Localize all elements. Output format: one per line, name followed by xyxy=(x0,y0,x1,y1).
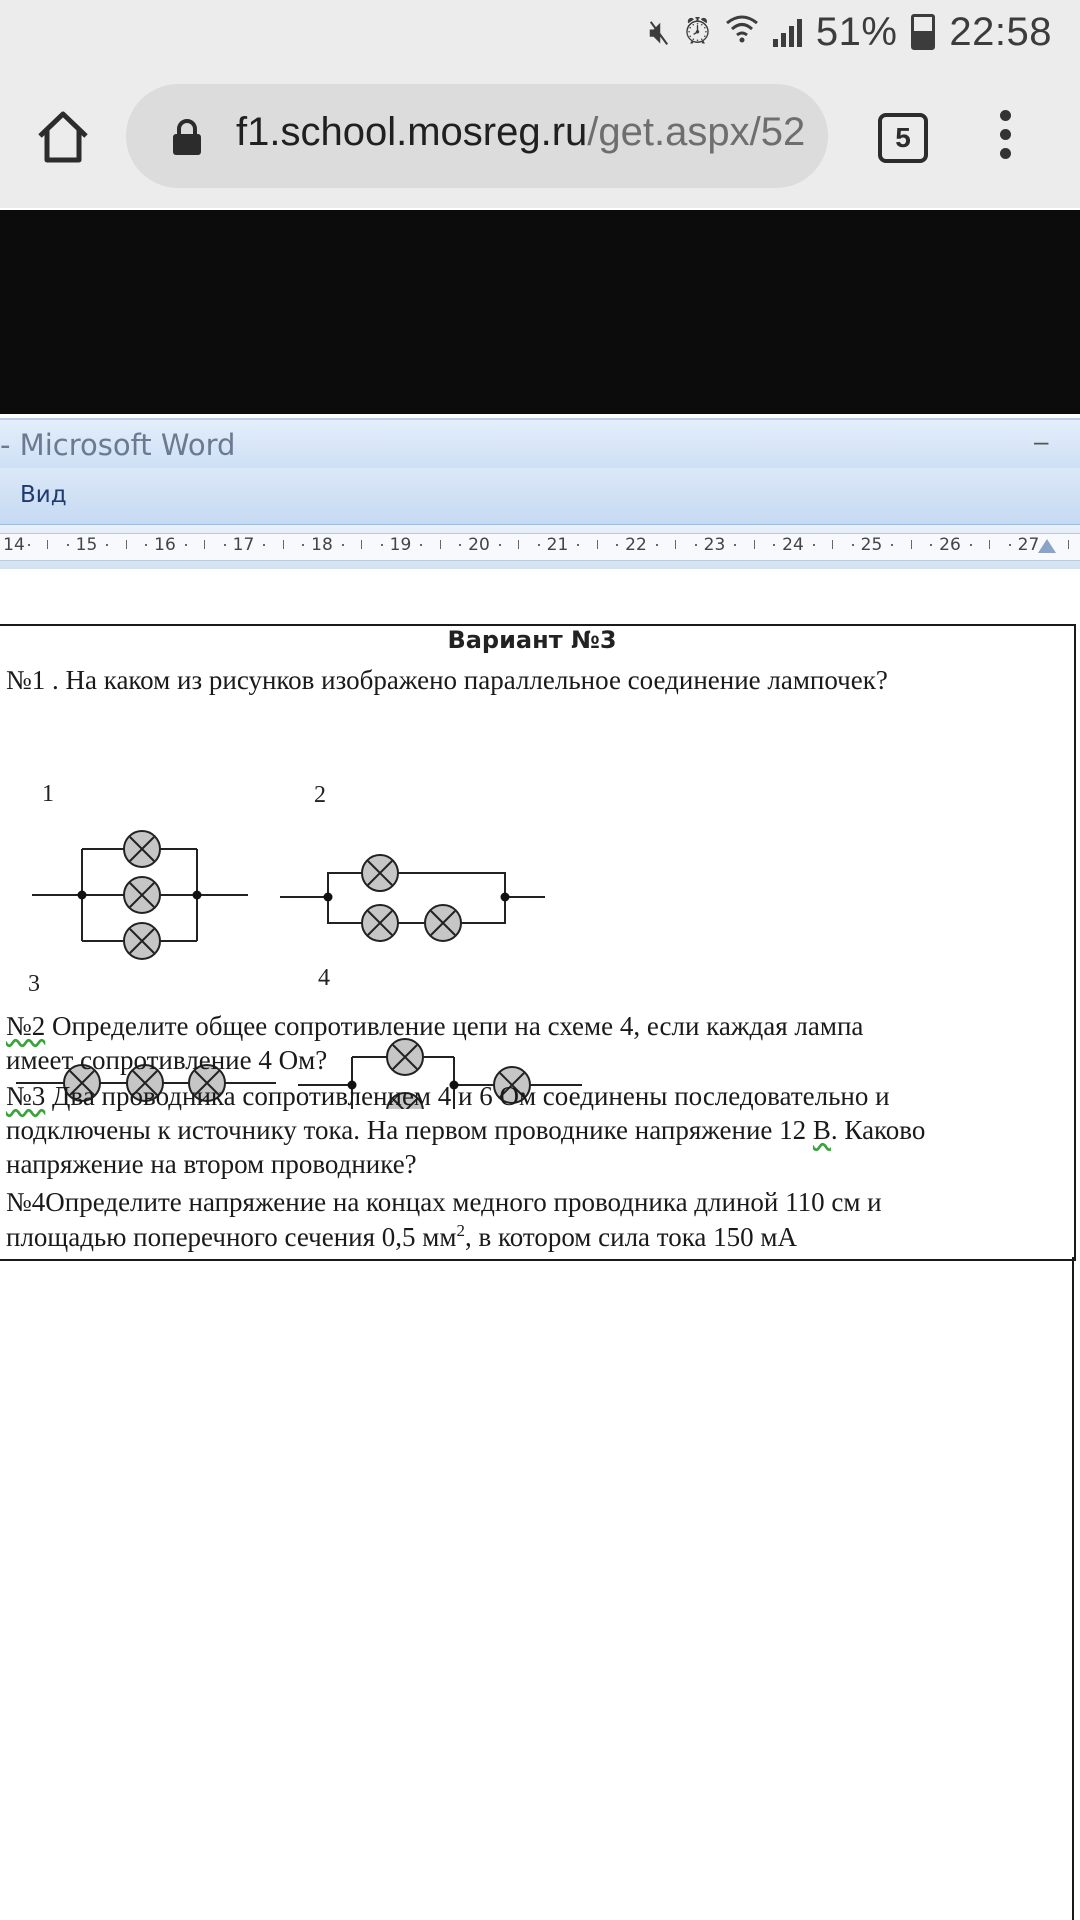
ruler-dot xyxy=(302,544,304,546)
diagram-label-2: 2 xyxy=(314,782,326,808)
wifi-icon xyxy=(725,12,759,52)
question-2-line-1: №2 Определите общее сопротивление цепи на схеме 4, если каждая лампа xyxy=(6,1011,864,1041)
question-4-line-1: №4Определите напряжение на концах медного проводника длиной 110 см и xyxy=(6,1187,882,1217)
ruler-dot xyxy=(145,544,147,546)
ruler-number: 24 xyxy=(782,535,804,555)
ruler-dot xyxy=(656,544,658,546)
ruler-tick xyxy=(518,540,519,549)
ruler-dot xyxy=(381,544,383,546)
ruler-dot xyxy=(852,544,854,546)
browser-toolbar xyxy=(0,66,1080,208)
ruler-number: 25 xyxy=(860,535,883,555)
ruler-dot xyxy=(185,544,187,546)
word-window-title: - Microsoft Word xyxy=(0,428,236,462)
ruler-number: 23 xyxy=(703,535,726,555)
ruler-number: 18 xyxy=(311,535,333,555)
ruler-tick xyxy=(283,540,284,549)
ruler-number: 27 xyxy=(1017,535,1040,555)
ruler-dot xyxy=(538,544,540,546)
word-menu-bar xyxy=(0,468,1080,525)
menu-item-vid[interactable]: Вид xyxy=(20,482,67,508)
ruler-dot xyxy=(106,544,108,546)
word-title-bar xyxy=(0,418,1080,470)
ruler-dot xyxy=(813,544,815,546)
ruler-number: 21 xyxy=(546,535,569,555)
address-bar[interactable] xyxy=(126,84,828,188)
ruler-tick xyxy=(597,540,598,549)
ruler-dot xyxy=(28,544,30,546)
ruler-dot xyxy=(930,544,932,546)
ruler-tick xyxy=(361,540,362,549)
ruler-dot xyxy=(420,544,422,546)
ruler-dot xyxy=(734,544,736,546)
url-domain: f1.school.mosreg.ru xyxy=(236,110,588,154)
mute-icon: 🔇︎ xyxy=(648,12,671,52)
home-icon xyxy=(34,108,92,166)
diagram-label-4: 4 xyxy=(318,965,330,991)
question-2-line-2: имеет сопротивление 4 Ом? xyxy=(6,1045,328,1075)
ruler-tick xyxy=(1068,540,1069,549)
minimize-button[interactable]: – xyxy=(1034,426,1049,456)
ruler-dot xyxy=(342,544,344,546)
status-icons xyxy=(649,6,1052,58)
ruler-tick xyxy=(832,540,833,549)
ruler-tick xyxy=(126,540,127,549)
ruler-number: 15 xyxy=(75,535,98,555)
ruler-dot xyxy=(970,544,972,546)
ruler-number: 20 xyxy=(468,535,490,555)
home-button[interactable] xyxy=(34,108,92,166)
battery-icon xyxy=(911,14,935,50)
question-3-line-2: подключены к источнику тока. На первом проводнике напряжение 12 В. Каково xyxy=(6,1115,926,1145)
alarm-icon: ⏰︎ xyxy=(684,12,711,52)
battery-percent: 51% xyxy=(815,9,898,54)
ruler-tick xyxy=(911,540,912,549)
url-text xyxy=(236,110,805,155)
ruler-tick xyxy=(989,540,990,549)
variant-title: Вариант №3 xyxy=(447,626,617,654)
ruler-dot xyxy=(1009,544,1011,546)
ruler-number: 22 xyxy=(625,535,647,555)
question-3-line-3: напряжение на втором проводнике? xyxy=(6,1149,417,1179)
ruler-dot xyxy=(224,544,226,546)
ruler-tick xyxy=(675,540,676,549)
question-4-line-2: площадью поперечного сечения 0,5 $мм^2$, в котором сила тока 150 мА xyxy=(6,1221,797,1252)
ruler-dot xyxy=(616,544,618,546)
ruler-tick xyxy=(47,540,48,549)
diagram-label-1: 1 xyxy=(42,781,54,807)
ruler[interactable] xyxy=(0,525,1080,571)
ruler-tick xyxy=(440,540,441,549)
document-page xyxy=(0,569,1080,1920)
question-3-line-1: №3 Два проводника сопротивлением 4 и 6 Ом соединены последовательно и xyxy=(6,1081,890,1111)
status-bar xyxy=(0,0,1080,66)
diagram-label-3: 3 xyxy=(28,971,40,997)
ruler-indent-marker[interactable] xyxy=(1038,539,1056,553)
url-path: /get.aspx/52 xyxy=(587,110,806,154)
ruler-number: 16 xyxy=(154,535,176,555)
black-overlay xyxy=(0,210,1080,414)
ruler-dot xyxy=(695,544,697,546)
ruler-tick xyxy=(754,540,755,549)
ruler-number: 14 xyxy=(3,535,25,555)
document-margin-line xyxy=(1072,1257,1074,1920)
ruler-number: 19 xyxy=(389,535,412,555)
ruler-dot xyxy=(263,544,265,546)
ruler-dot xyxy=(773,544,775,546)
signal-icon xyxy=(773,17,802,47)
overflow-menu-icon[interactable] xyxy=(990,110,1020,166)
ruler-tick xyxy=(204,540,205,549)
ruler-number: 17 xyxy=(232,535,255,555)
ruler-dot xyxy=(459,544,461,546)
ruler-dot xyxy=(891,544,893,546)
ruler-dot xyxy=(577,544,579,546)
ruler-number: 26 xyxy=(939,535,961,555)
question-1: №1 . На каком из рисунков изображено параллельное соединение лампочек? xyxy=(6,665,888,695)
lock-icon xyxy=(172,118,202,156)
ruler-dot xyxy=(499,544,501,546)
tab-switcher-button[interactable]: 5 xyxy=(878,113,928,163)
ruler-dot xyxy=(67,544,69,546)
clock: 22:58 xyxy=(949,9,1052,54)
